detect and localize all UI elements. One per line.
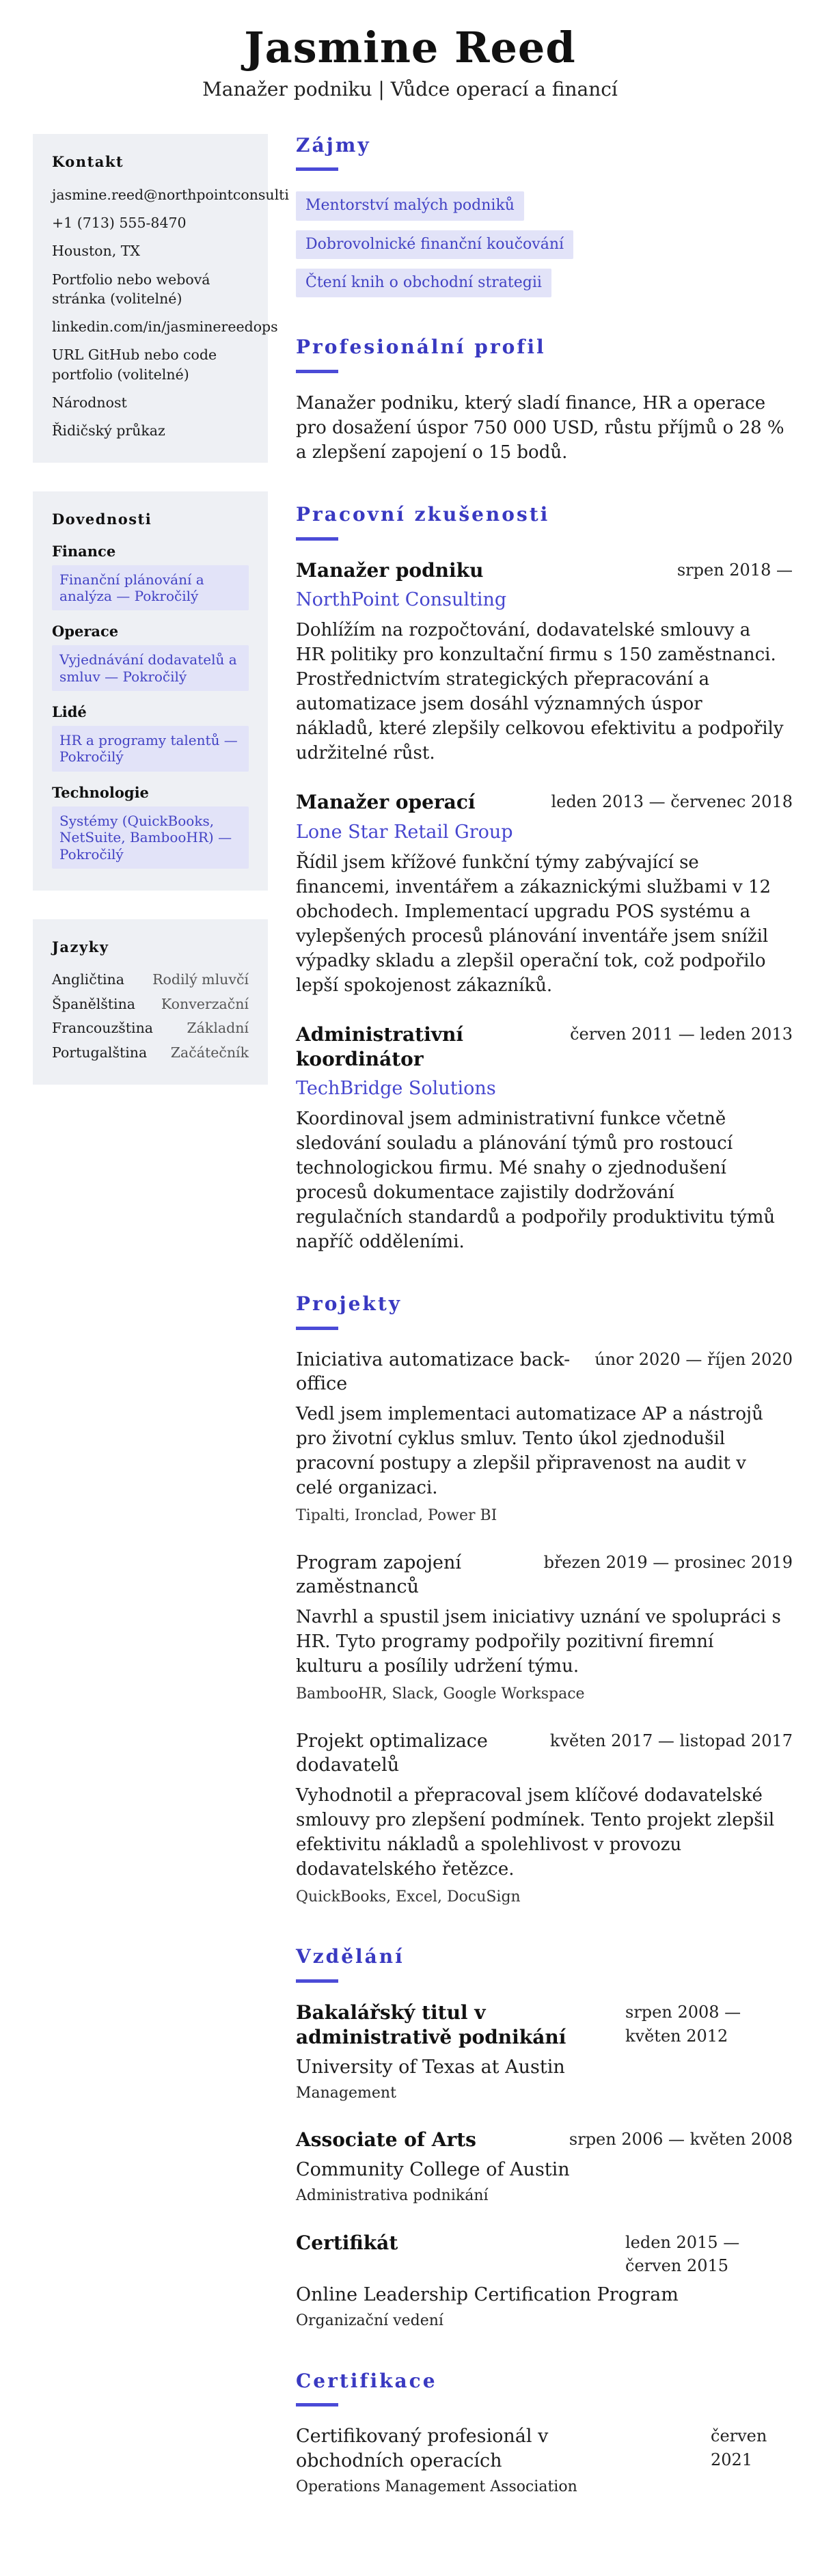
project-entry bbox=[296, 1348, 793, 1526]
education-section bbox=[296, 1945, 793, 2331]
skill-category: Finance bbox=[52, 542, 116, 560]
job-date: srpen 2018 — bbox=[676, 560, 793, 580]
company-link[interactable]: Lone Star Retail Group bbox=[296, 821, 513, 843]
job-entry-head bbox=[296, 558, 793, 583]
job-title: Manažer operací bbox=[296, 791, 476, 814]
interest-tag: Čtení knih o obchodní strategii bbox=[296, 269, 551, 297]
job-entry bbox=[296, 790, 793, 997]
project-title: Program zapojení zaměstnanců bbox=[296, 1551, 462, 1597]
person-name: Jasmine Reed bbox=[244, 23, 576, 72]
job-title: Manažer podniku bbox=[296, 558, 484, 582]
contact-heading: Kontakt bbox=[52, 152, 124, 170]
project-title: Projekt optimalizace dodavatelů bbox=[296, 1730, 488, 1776]
degree-title: Certifikát bbox=[296, 2231, 398, 2254]
profile-heading: Profesionální profil bbox=[296, 336, 546, 359]
language-name: Španělština bbox=[52, 995, 136, 1012]
education-date: srpen 2008 — květen 2012 bbox=[625, 2003, 741, 2046]
certification-entry-head bbox=[296, 2424, 793, 2472]
contact-portfolio: Portfolio nebo webová stránka (volitelné) bbox=[52, 271, 210, 307]
certification-issuer: Operations Management Association bbox=[296, 2478, 577, 2495]
language-name: Portugalština bbox=[52, 1044, 148, 1061]
heading-underline bbox=[296, 370, 338, 373]
interests-section bbox=[296, 134, 793, 298]
project-description: Navrhl a spustil jsem iniciativy uznání ve spolupráci s HR. Tyto programy podpořily pozitivní firemní kulturu a posílily udržení týmu. bbox=[296, 1607, 781, 1677]
heading-underline bbox=[296, 167, 338, 171]
school-name: University of Texas at Austin bbox=[296, 2056, 565, 2078]
language-name: Angličtina bbox=[52, 971, 124, 988]
job-description: Dohlížím na rozpočtování, dodavatelské smlouvy a HR politiky pro konzultační firmu s 150 zaměstnanci. Prostřednictvím strategických přepracování a automatizace jsem dosáhl významných úspor nákladů, které zlepšily celkovou efektivitu a podpořily udržitelné růst. bbox=[296, 620, 784, 764]
education-entry-head bbox=[296, 2231, 793, 2279]
heading-underline bbox=[296, 1979, 338, 1983]
project-date: březen 2019 — prosinec 2019 bbox=[543, 1552, 793, 1572]
resume-body bbox=[0, 134, 820, 2576]
job-date: červen 2011 — leden 2013 bbox=[570, 1024, 793, 1044]
education-entry-head bbox=[296, 2128, 793, 2152]
contact-nationality: Národnost bbox=[52, 394, 127, 411]
person-subtitle: Manažer podniku | Vůdce operací a financí bbox=[202, 78, 618, 101]
job-entry-head bbox=[296, 1022, 793, 1072]
field-of-study: Management bbox=[296, 2084, 396, 2102]
project-date: únor 2020 — říjen 2020 bbox=[594, 1350, 793, 1370]
language-level: Základní bbox=[187, 1020, 249, 1037]
project-entry-head bbox=[296, 1551, 793, 1599]
interest-tag: Mentorství malých podniků bbox=[296, 191, 524, 220]
project-description: Vyhodnotil a přepracoval jsem klíčové dodavatelské smlouvy pro zlepšení podmínek. Tento projekt zlepšil efektivitu nákladů a spolehlivost v provozu dodavatelského řetězce. bbox=[296, 1785, 775, 1880]
education-entry bbox=[296, 2231, 793, 2331]
heading-underline bbox=[296, 1327, 338, 1330]
skill-category: Lidé bbox=[52, 703, 87, 721]
language-row bbox=[52, 971, 249, 990]
certifications-heading: Certifikace bbox=[296, 2369, 437, 2392]
education-date: leden 2015 — červen 2015 bbox=[625, 2232, 740, 2276]
project-entry bbox=[296, 1551, 793, 1705]
projects-heading: Projekty bbox=[296, 1292, 402, 1316]
skill-chip: Systémy (QuickBooks, NetSuite, BambooHR) — Pokročilý bbox=[52, 806, 249, 869]
job-entry bbox=[296, 1022, 793, 1255]
project-stack: Tipalti, Ironclad, Power BI bbox=[296, 1507, 497, 1525]
profile-section bbox=[296, 336, 793, 465]
degree-title: Associate of Arts bbox=[296, 2128, 476, 2152]
skills-heading: Dovednosti bbox=[52, 510, 152, 528]
certification-title: Certifikovaný profesionál v obchodních operacích bbox=[296, 2426, 549, 2471]
degree-title: Bakalářský titul v administrativě podnikání bbox=[296, 2001, 566, 2049]
education-date: srpen 2006 — květen 2008 bbox=[569, 2130, 793, 2150]
certifications-section bbox=[296, 2370, 793, 2497]
job-description: Řídil jsem křížové funkční týmy zabývající se financemi, inventářem a zákaznickými službami v 12 obchodech. Implementací upgradu POS systému a vylepšených procesů plánování inventáře jsem snížil výpadky skladu a zlepšil operační tok, což podpořilo lepší spokojenost zákazníků. bbox=[296, 852, 771, 996]
skill-category: Technologie bbox=[52, 783, 149, 801]
project-date: květen 2017 — listopad 2017 bbox=[549, 1731, 793, 1750]
skill-chip: HR a programy talentů — Pokročilý bbox=[52, 726, 249, 772]
contact-driving-license: Řidičský průkaz bbox=[52, 422, 165, 439]
experience-section bbox=[296, 503, 793, 1254]
language-row bbox=[52, 995, 249, 1014]
contact-section bbox=[33, 134, 289, 463]
skill-chip: Vyjednávání dodavatelů a smluv — Pokročilý bbox=[52, 645, 249, 691]
contact-email: jasmine.reed@northpointconsulti bbox=[52, 186, 289, 203]
heading-underline bbox=[296, 537, 338, 541]
project-title: Iniciativa automatizace back-office bbox=[296, 1349, 571, 1395]
project-stack: BambooHR, Slack, Google Workspace bbox=[296, 1685, 585, 1703]
interests-heading: Zájmy bbox=[296, 133, 371, 157]
project-description: Vedl jsem implementaci automatizace AP a nástrojů pro životní cyklus smluv. Tento úkol zjednodušil pracovní postupy a zlepšil připravenost na audit v celé organizaci. bbox=[296, 1404, 763, 1499]
sidebar bbox=[33, 134, 289, 1113]
contact-github: URL GitHub nebo code portfolio (volitelné) bbox=[52, 347, 217, 383]
languages-heading: Jazyky bbox=[52, 938, 109, 956]
languages-section bbox=[33, 919, 268, 1085]
language-level: Začátečník bbox=[170, 1044, 249, 1061]
project-stack: QuickBooks, Excel, DocuSign bbox=[296, 1888, 521, 1906]
skills-section bbox=[33, 491, 268, 891]
job-entry bbox=[296, 558, 793, 765]
contact-location: Houston, TX bbox=[52, 243, 141, 260]
school-name: Online Leadership Certification Program bbox=[296, 2284, 679, 2306]
project-entry-head bbox=[296, 1729, 793, 1777]
profile-text: Manažer podniku, který sladí finance, HR a operace pro dosažení úspor 750 000 USD, růstu příjmů o 28 % a zlepšení zapojení o 15 bodů. bbox=[296, 393, 784, 463]
contact-phone: +1 (713) 555-8470 bbox=[52, 214, 187, 231]
job-title: Administrativní koordinátor bbox=[296, 1022, 463, 1070]
education-entry bbox=[296, 2128, 793, 2206]
language-level: Rodilý mluvčí bbox=[152, 971, 249, 988]
job-entry-head bbox=[296, 790, 793, 815]
resume-header bbox=[0, 0, 820, 103]
job-description: Koordinoval jsem administrativní funkce včetně sledování souladu a plánování týmů pro rostoucí technologickou firmu. Mé snahy o zjednodušení procesů dokumentace zajistily dodržování regulačních standardů a podpořily produktivitu týmů napříč odděleními. bbox=[296, 1109, 776, 1253]
skill-chip: Finanční plánování a analýza — Pokročilý bbox=[52, 565, 249, 611]
company-link[interactable]: NorthPoint Consulting bbox=[296, 589, 507, 611]
school-name: Community College of Austin bbox=[296, 2158, 570, 2180]
interest-tag: Dobrovolnické finanční koučování bbox=[296, 230, 573, 259]
job-date: leden 2013 — červenec 2018 bbox=[551, 792, 793, 812]
field-of-study: Organizační vedení bbox=[296, 2312, 443, 2330]
interest-tags bbox=[296, 191, 793, 297]
experience-heading: Pracovní zkušenosti bbox=[296, 503, 550, 526]
certification-date: červen 2021 bbox=[711, 2426, 767, 2470]
projects-section bbox=[296, 1292, 793, 1907]
language-level: Konverzační bbox=[161, 995, 249, 1012]
education-entry-head bbox=[296, 2001, 793, 2050]
heading-underline bbox=[296, 2403, 338, 2406]
contact-linkedin: linkedin.com/in/jasminereedops bbox=[52, 318, 278, 336]
education-entry bbox=[296, 2001, 793, 2103]
language-name: Francouzština bbox=[52, 1020, 154, 1037]
company-link[interactable]: TechBridge Solutions bbox=[296, 1078, 496, 1100]
field-of-study: Administrativa podnikání bbox=[296, 2186, 489, 2204]
project-entry-head bbox=[296, 1348, 793, 1396]
language-row bbox=[52, 1044, 249, 1063]
skill-category: Operace bbox=[52, 623, 119, 640]
project-entry bbox=[296, 1729, 793, 1908]
language-row bbox=[52, 1019, 249, 1038]
certification-entry bbox=[296, 2424, 793, 2497]
main-column bbox=[296, 134, 793, 2536]
education-heading: Vzdělání bbox=[296, 1945, 405, 1968]
